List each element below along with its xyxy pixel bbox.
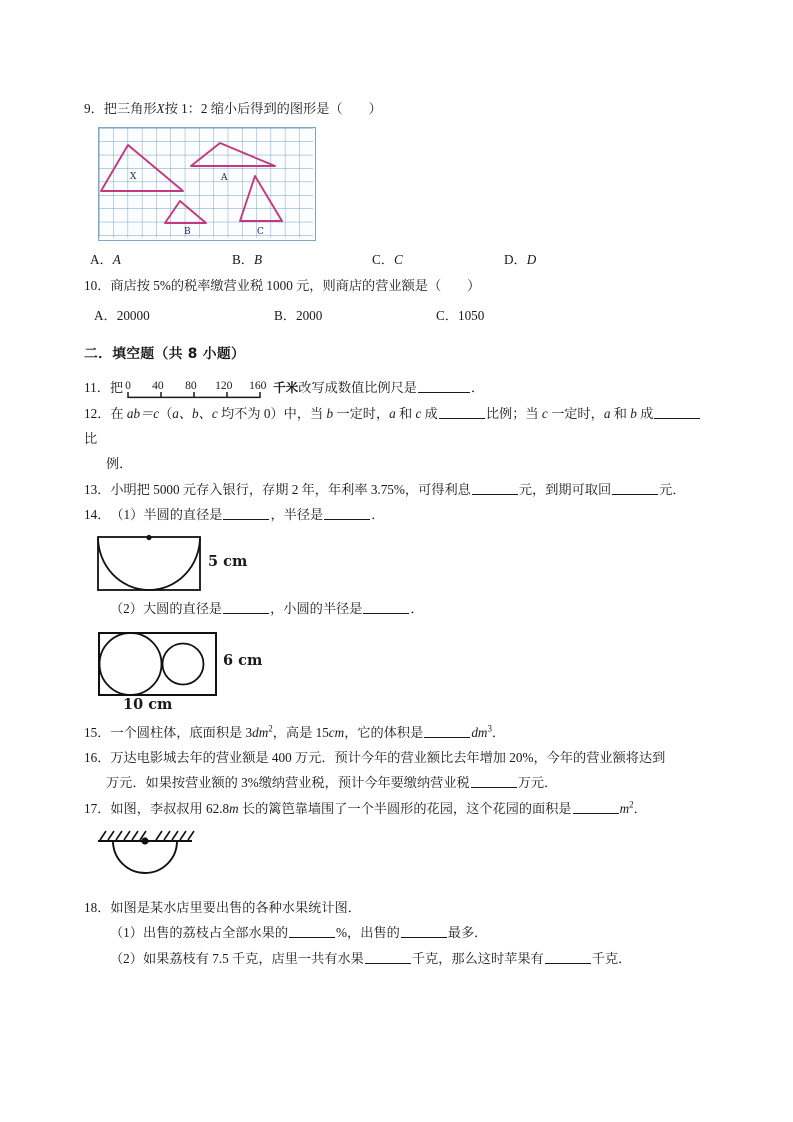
- scale-tick-120: 120: [215, 379, 233, 393]
- question-16: [84, 745, 710, 796]
- option-value: C: [393, 252, 403, 268]
- question-12: [84, 401, 710, 477]
- section-2-title: 二．填空题（共 8 小题）: [84, 345, 246, 362]
- question-14-part-1: [84, 502, 710, 527]
- q12-var-c1: c: [415, 405, 422, 421]
- option-value: 20000: [116, 307, 150, 323]
- grid-label-c: C: [257, 227, 264, 238]
- question-17: [84, 796, 710, 821]
- scale-bar-ruler: [125, 390, 271, 400]
- question-9-options: [84, 249, 710, 273]
- section-2-heading: [84, 341, 710, 367]
- q18-part1-text-a: 出售的荔枝占全部水果的: [142, 925, 289, 941]
- scale-bar-figure: [125, 378, 271, 398]
- option-value: 1050: [457, 307, 485, 323]
- q18-text: 如图是某水店里要出售的各种水果统计图．: [110, 899, 361, 915]
- question-15-blank-1[interactable]: [424, 724, 470, 738]
- scale-bar-unit: 千米: [273, 380, 299, 396]
- question-13-blank-2[interactable]: [612, 481, 658, 495]
- question-11-text-b: 改写成数值比例尺是: [298, 380, 417, 396]
- scale-tick-160: 160: [249, 379, 267, 393]
- question-17-stem: [84, 796, 710, 821]
- option-key: B．: [274, 307, 296, 323]
- q18-part1-text-c: 最多．: [447, 925, 488, 941]
- q15-text-c: ，它的体积是: [344, 724, 424, 740]
- question-11: [84, 375, 710, 400]
- question-10-stem: [84, 273, 710, 298]
- q12-text-i: 成: [421, 405, 438, 421]
- triangle-grid-figure: [98, 127, 316, 241]
- q12-line2-text: 例．: [106, 456, 133, 472]
- question-18-stem: [84, 895, 710, 920]
- grid-label-b: B: [184, 227, 191, 238]
- question-17-blank-1[interactable]: [573, 800, 619, 814]
- question-15-number: 15．: [84, 724, 111, 740]
- two-circles-height-label: 6 cm: [223, 651, 263, 669]
- question-10-text: 商店按 5%的税率缴营业税 1000 元，则商店的营业额是（: [110, 278, 442, 294]
- q12-text-l: 一定时，: [547, 405, 604, 421]
- q18-part2-text-c: 千克．: [591, 950, 632, 966]
- question-14-blank-4[interactable]: [363, 601, 409, 615]
- question-11-stem: [84, 375, 710, 400]
- q14-part2-text-end: ．: [410, 601, 424, 617]
- question-9-text-b: 按 1：2 缩小后得到的图形是（: [164, 101, 343, 116]
- q15-unit-a: dm: [252, 724, 269, 740]
- q12-text-e: 一定时，: [333, 405, 390, 421]
- question-12-blank-1[interactable]: [439, 405, 485, 419]
- q15-unit-c: dm: [471, 724, 488, 740]
- question-16-line-1: [84, 745, 710, 770]
- question-9-text-c: ）: [368, 101, 382, 116]
- question-9-option-b[interactable]: [232, 249, 262, 268]
- question-14: [84, 502, 710, 527]
- question-16-line-2: [84, 770, 710, 795]
- question-10-text-end: ）: [467, 278, 481, 294]
- question-9-option-d[interactable]: [504, 249, 536, 268]
- question-16-blank-1[interactable]: [471, 775, 517, 789]
- question-12-number: 12．: [84, 405, 111, 421]
- two-circles-in-rectangle: [96, 630, 710, 720]
- question-9-variable: X: [156, 101, 165, 116]
- q12-text-a: 在: [110, 405, 127, 421]
- question-14-part-2-wrap: [84, 596, 710, 621]
- q18-part2-label: （2）: [110, 950, 143, 966]
- question-11-text-end: ．: [470, 380, 485, 396]
- q12-text-p: 成: [636, 405, 654, 421]
- q14-part1-text-end: ．: [371, 506, 385, 522]
- scale-tick-40: 40: [152, 379, 164, 393]
- semicircle-dimension-label: 5 cm: [208, 553, 248, 571]
- question-11-blank-1[interactable]: [418, 380, 470, 394]
- question-12-line-2: [84, 451, 710, 476]
- semicircle-in-rectangle: [96, 534, 710, 596]
- q17-unit-a: m: [229, 800, 239, 816]
- question-14-part-2: [84, 596, 710, 621]
- q12-var-c2: c: [541, 405, 548, 421]
- question-11-text-a: 把: [109, 380, 124, 396]
- question-16-number: 16．: [84, 749, 111, 765]
- question-9-option-a[interactable]: [90, 249, 121, 268]
- q14-part2-label: （2）: [110, 601, 143, 617]
- q15-sup-c: 3: [487, 723, 492, 734]
- page-content: [84, 96, 710, 971]
- question-18-blank-3[interactable]: [365, 950, 411, 964]
- q16-line2-text-a: 万元．如果按营业额的 3%缴纳营业税，预计今年要缴纳营业税: [106, 775, 470, 791]
- question-18-part-2: [84, 946, 710, 971]
- option-value: 2000: [295, 307, 323, 323]
- question-9-text-a: 把三角形: [103, 101, 157, 116]
- q15-text-a: 一个圆柱体，底面积是 3: [110, 724, 253, 740]
- semicircle-garden-svg: [94, 827, 254, 893]
- q15-text-end: ．: [491, 724, 506, 740]
- question-9: [84, 96, 710, 121]
- option-key: A．: [94, 307, 117, 323]
- q12-equation: ab＝c: [126, 405, 160, 421]
- question-12-blank-2[interactable]: [654, 405, 700, 419]
- two-circles-width-label: 10 cm: [123, 695, 173, 713]
- question-18-part-1: [84, 920, 710, 945]
- q13-text-c: 元．: [659, 481, 686, 497]
- question-13: [84, 477, 710, 502]
- question-14-blank-2[interactable]: [324, 506, 370, 520]
- question-18: [84, 895, 710, 971]
- q15-sup-a: 2: [268, 723, 273, 734]
- q12-var-b1: b: [326, 405, 334, 421]
- question-14-number: 14．: [84, 506, 111, 522]
- question-10-option-b[interactable]: [274, 305, 322, 324]
- option-value: D: [526, 252, 537, 268]
- q12-vars: a、b、c: [172, 405, 218, 421]
- q18-part2-text-b: 千克，那么这时苹果有: [411, 950, 544, 966]
- question-13-blank-1[interactable]: [472, 481, 518, 495]
- q12-var-a1: a: [389, 405, 396, 421]
- scale-tick-0: 0: [125, 379, 131, 393]
- option-value: B: [253, 252, 263, 268]
- question-18-blank-2[interactable]: [401, 925, 447, 939]
- question-18-number: 18．: [84, 899, 111, 915]
- question-11-number: 11．: [84, 380, 110, 396]
- q13-text-a: 小明把 5000 元存入银行，存期 2 年，年利率 3.75%，可得利息: [110, 481, 471, 497]
- question-9-option-c[interactable]: [372, 249, 403, 268]
- question-17-number: 17．: [84, 800, 111, 816]
- question-10-options: [84, 305, 710, 329]
- question-18-blank-1[interactable]: [289, 925, 335, 939]
- option-key: C．: [436, 307, 458, 323]
- option-key: D．: [504, 252, 527, 268]
- option-key: B．: [232, 252, 254, 268]
- q14-part1-text-b: ，半径是: [270, 506, 324, 522]
- q18-part2-text-a: 如果荔枝有 7.5 千克，店里一共有水果: [142, 950, 364, 966]
- question-12-line-1: [84, 401, 710, 452]
- q17-text-b: 长的篱笆靠墙围了一个半圆形的花园，这个花园的面积是: [238, 800, 572, 816]
- q12-var-b2: b: [630, 405, 637, 421]
- question-15-stem: [84, 720, 710, 745]
- q14-part1-text-a: 半圆的直径是: [143, 506, 223, 522]
- question-14-blank-3[interactable]: [223, 601, 269, 615]
- scale-tick-80: 80: [185, 379, 197, 393]
- question-13-number: 13．: [84, 481, 111, 497]
- q12-text-c: 均不为 0）中，当: [217, 405, 327, 421]
- q13-text-b: 元，到期可取回: [518, 481, 612, 497]
- q12-text-j: 比例；当: [485, 405, 542, 421]
- q12-text-g: 和: [395, 405, 416, 421]
- q12-text-q: 比: [84, 430, 98, 446]
- semicircle-garden-wall: [94, 827, 710, 895]
- question-14-blank-1[interactable]: [223, 506, 269, 520]
- question-15: [84, 720, 710, 745]
- option-value: A: [112, 252, 121, 268]
- q14-part2-text-a: 大圆的直径是: [142, 601, 223, 617]
- q15-text-b: ，高是 15: [272, 724, 329, 740]
- q17-text-end: ．: [633, 800, 647, 816]
- q17-sup-b: 2: [629, 799, 634, 810]
- q16-line1-text: 万达电影城去年的营业额是 400 万元．预计今年的营业额比去年增加 20%，今年的营业额将达到: [110, 749, 666, 765]
- grid-label-a: A: [221, 173, 228, 184]
- triangle-grid-svg: [99, 128, 313, 238]
- q16-line2-text-b: 万元．: [517, 775, 558, 791]
- option-key: A．: [90, 252, 113, 268]
- question-10-option-a[interactable]: [94, 305, 150, 324]
- q17-text-a: 如图，李叔叔用 62.8: [110, 800, 230, 816]
- q15-unit-b: cm: [328, 724, 345, 740]
- q12-text-b: （: [159, 405, 173, 421]
- question-9-stem: [84, 96, 710, 121]
- q18-part1-label: （1）: [110, 925, 143, 941]
- q14-part1-label: （1）: [110, 506, 144, 522]
- question-10: [84, 273, 710, 298]
- question-9-number: 9．: [84, 101, 104, 116]
- grid-label-x: X: [130, 172, 137, 183]
- q18-part1-text-b: %，出售的: [336, 925, 400, 941]
- q12-text-n: 和: [610, 405, 631, 421]
- q12-var-a2: a: [603, 405, 611, 421]
- q17-unit-b: m: [619, 800, 630, 816]
- question-13-stem: [84, 477, 710, 502]
- question-10-option-c[interactable]: [436, 305, 484, 324]
- question-18-blank-4[interactable]: [545, 950, 591, 964]
- q14-part2-text-b: ，小圆的半径是: [270, 601, 363, 617]
- option-key: C．: [372, 252, 394, 268]
- question-10-number: 10．: [84, 278, 111, 294]
